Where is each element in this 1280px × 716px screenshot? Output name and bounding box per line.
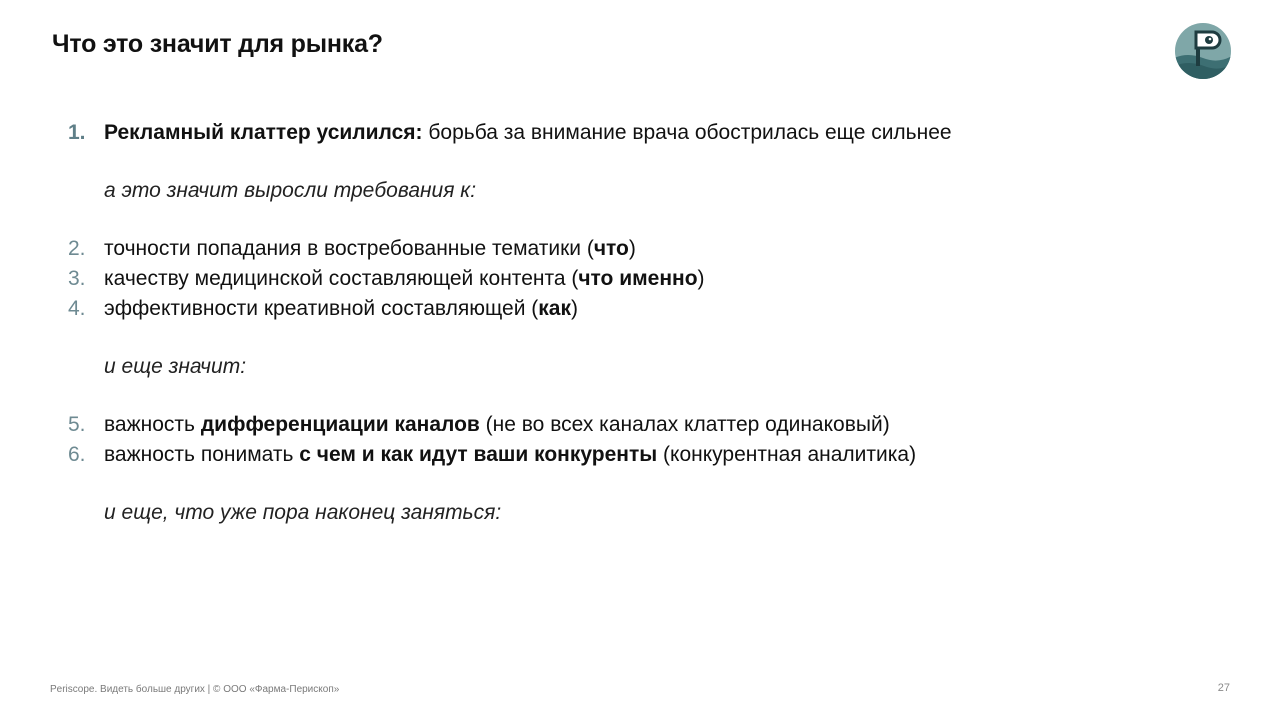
list-item-bold: Рекламный клаттер усилился: xyxy=(104,121,423,144)
list-item xyxy=(68,234,1218,264)
periscope-logo-icon xyxy=(1174,22,1232,80)
list-item xyxy=(68,440,1218,470)
list-number: 5. xyxy=(68,413,86,436)
list-item-bold: дифференциации каналов xyxy=(200,413,480,436)
list-item-text: ) xyxy=(697,267,705,290)
list-item-text: эффективности креативной составляющей ( xyxy=(104,297,539,320)
note-text: и еще, что уже пора наконец заняться: xyxy=(104,501,502,524)
list-number: 6. xyxy=(68,443,86,466)
list-item-bold: как xyxy=(538,297,571,320)
list-number: 1. xyxy=(68,121,86,144)
list-item-text: ) xyxy=(570,297,578,320)
list-item xyxy=(68,118,1218,148)
list-item-text: (не во всех каналах клаттер одинаковый) xyxy=(479,413,890,436)
list-item-text: важность понимать xyxy=(104,443,300,466)
list-item-text: борьба за внимание врача обострилась еще сильнее xyxy=(422,121,952,144)
list-item xyxy=(68,264,1218,294)
note-text: и еще значит: xyxy=(104,355,247,378)
slide-title: Что это значит для рынка? xyxy=(52,30,383,58)
page-number: 27 xyxy=(1217,682,1230,694)
list-number: 3. xyxy=(68,267,86,290)
note-text: а это значит выросли требования к: xyxy=(104,179,477,202)
footer-text: Periscope. Видеть больше других | © ООО «Фарма-Перископ» xyxy=(50,684,340,695)
list-item-text: качеству медицинской составляющей контента ( xyxy=(104,267,579,290)
list-item-text: (конкурентная аналитика) xyxy=(657,443,917,466)
list-item-bold: с чем и как идут ваши конкуренты xyxy=(299,443,658,466)
list-number: 2. xyxy=(68,237,86,260)
list-item xyxy=(68,410,1218,440)
list-item-bold: что именно xyxy=(578,267,698,290)
list-item-text: важность xyxy=(104,413,201,436)
list-number: 4. xyxy=(68,297,86,320)
list-item-text: ) xyxy=(628,237,636,260)
list-item-text: точности попадания в востребованные тематики ( xyxy=(104,237,594,260)
list-item xyxy=(68,294,1218,324)
slide-content xyxy=(68,118,1218,528)
list-item-bold: что xyxy=(593,237,629,260)
